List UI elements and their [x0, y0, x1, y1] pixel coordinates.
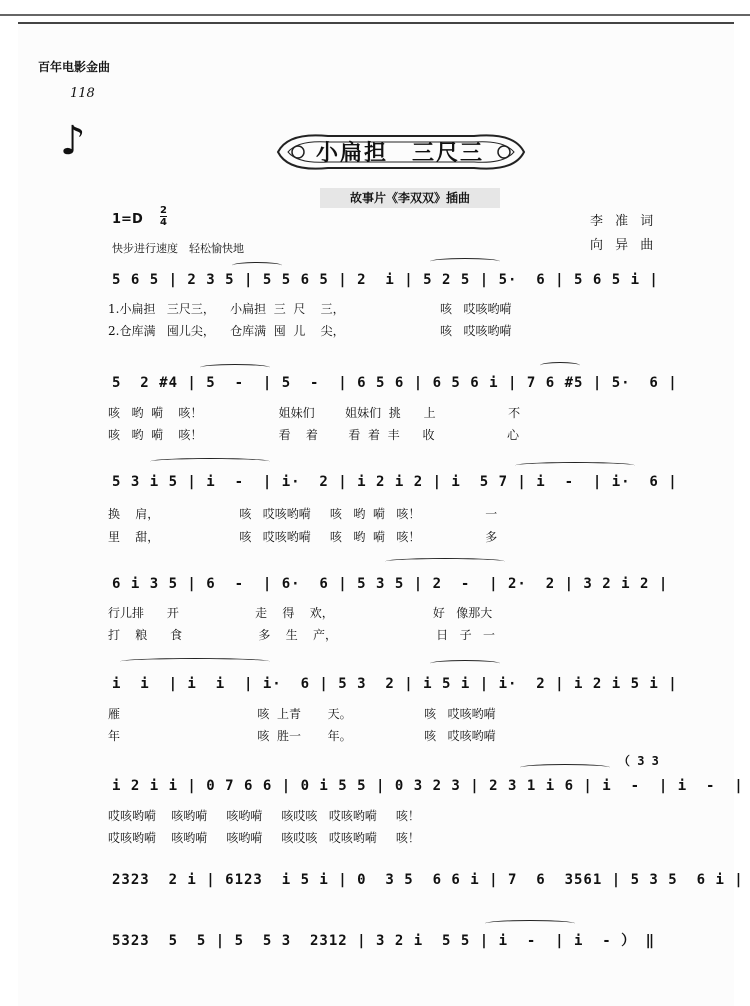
lyric-line-4a: 行儿排 开 走 得 欢， 好 像那大 — [108, 606, 493, 620]
lyric-line-5a: 雁 咳 上青 天。 咳 哎咳哟嗬 — [108, 707, 496, 721]
time-signature — [160, 205, 167, 228]
intro-bracket: （ 3 3 — [618, 754, 659, 768]
lyric-line-2a: 咳 哟 嗬 咳！ 姐妹们 姐妹们 挑 上 不 — [108, 406, 521, 420]
lyric-line-1b: 2.仓库满 囤儿尖， 仓库满 囤 儿 尖， 咳 哎咳哟嗬 — [108, 324, 512, 338]
slur — [232, 262, 282, 269]
slur — [515, 462, 635, 469]
slur — [120, 658, 270, 665]
lyric-line-6b: 哎咳哟嗬 咳哟嗬 咳哟嗬 咳哎咳 哎咳哟嗬 咳！ — [108, 831, 420, 845]
book-title: 百年电影金曲 — [38, 60, 111, 74]
notation-line-3: 5 3 i 5 | i - | i· 2 | i 2 i 2 | i 5 7 | i - | i· 6 | — [112, 474, 678, 490]
tempo-marking: 快步进行速度 轻松愉快地 — [112, 242, 244, 255]
slur — [385, 558, 505, 565]
notation-line-4: 6 i 3 5 | 6 - | 6· 6 | 5 3 5 | 2 - | 2· 2 | 3 2 i 2 | — [112, 576, 669, 592]
lyric-line-3b: 里 甜， 咳 哎咳哟嗬 咳 哟 嗬 咳！ 多 — [108, 530, 498, 544]
lyric-line-5b: 年 咳 胜一 年。 咳 哎咳哟嗬 — [108, 729, 496, 743]
slur — [200, 364, 270, 371]
lyric-line-2b: 咳 哟 嗬 咳！ 看 着 看 着 丰 收 心 — [108, 428, 520, 442]
lyric-line-3a: 换 肩， 咳 哎咳哟嗬 咳 哟 嗬 咳！ 一 — [108, 507, 498, 521]
music-note-icon: ♪ — [60, 118, 86, 164]
song-title: 小扁担 三尺三 — [315, 141, 484, 166]
slur — [540, 362, 580, 369]
notation-line-8: 5323 5 5 | 5 5 3 2312 | 3 2 i 5 5 | i - | i - ） ‖ — [112, 933, 656, 949]
notation-line-1: 5 6 5 | 2 3 5 | 5 5 6 5 | 2 i | 5 2 5 | 5· 6 | 5 6 5 i | — [112, 272, 659, 288]
lyric-line-4b: 打 粮 食 多 生 产， 日 子 一 — [108, 628, 496, 642]
slur — [150, 458, 270, 465]
notation-line-7: 2323 2 i | 6123 i 5 i | 0 3 5 6 6 i | 7 6 3561 | 5 3 5 6 i | — [112, 872, 744, 888]
notation-line-6: i 2 i i | 0 7 6 6 | 0 i 5 5 | 0 3 2 3 | 2 3 1 i 6 | i - | i - | — [112, 778, 744, 794]
key-signature: 1=D — [112, 212, 143, 227]
song-subtitle: 故事片《李双双》插曲 — [320, 188, 500, 208]
slur — [520, 764, 610, 771]
top-rule — [0, 14, 750, 16]
time-top: 2 — [160, 205, 167, 216]
lyric-line-1a: 1.小扁担 三尺三， 小扁担 三 尺 三， 咳 哎咳哟嗬 — [108, 302, 512, 316]
slur — [430, 660, 500, 667]
time-bottom: 4 — [160, 217, 167, 228]
slur — [430, 258, 500, 265]
lyricist: 李 准 词 — [590, 214, 658, 229]
composer: 向 异 曲 — [590, 238, 658, 253]
slur — [485, 920, 575, 927]
notation-line-5: i i | i i | i· 6 | 5 3 2 | i 5 i | i· 2 | i 2 i 5 i | — [112, 676, 678, 692]
notation-line-2: 5 2 #4 | 5 - | 5 - | 6 5 6 | 6 5 6 i | 7 6 #5 | 5· 6 | — [112, 375, 678, 391]
lyric-line-6a: 哎咳哟嗬 咳哟嗬 咳哟嗬 咳哎咳 哎咳哟嗬 咳！ — [108, 809, 420, 823]
page-number: 118 — [70, 86, 95, 101]
